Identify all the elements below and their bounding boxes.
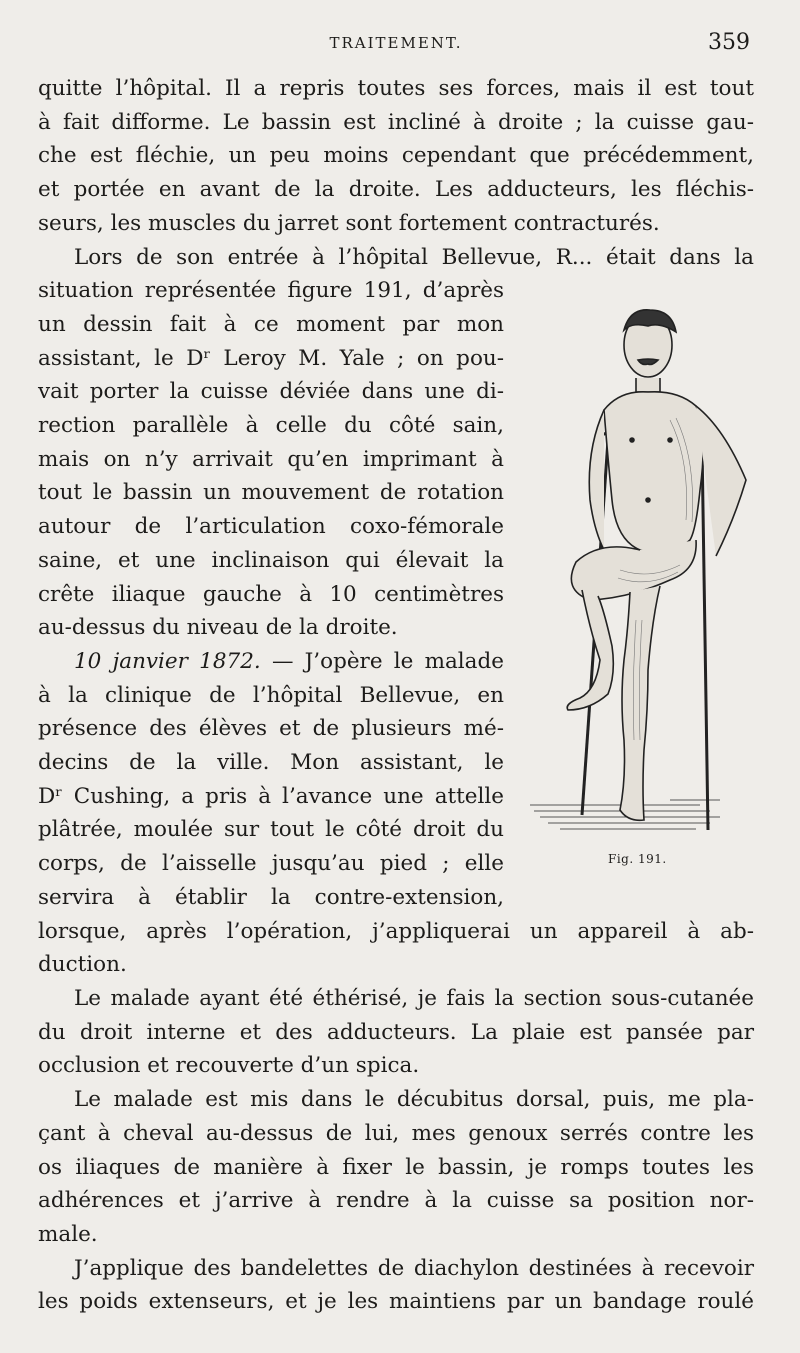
text-line: assistant, le Dʳ Leroy M. Yale ; on pou- [38, 345, 504, 371]
text-line: plâtrée, moulée sur tout le côté droit du [38, 817, 504, 843]
text-line: rection parallèle à celle du côté sain, [38, 413, 504, 439]
figure-body [567, 310, 746, 820]
paragraph-1 [38, 72, 754, 241]
text-line: au-dessus du niveau de la droite. [38, 615, 398, 641]
figure-caption: Fig. 191. [608, 852, 667, 866]
text-line: à la clinique de l’hôpital Bellevue, en [38, 682, 504, 708]
text-line: Dʳ Cushing, a pris à l’avance une attelle [38, 783, 504, 809]
text-line: du droit interne et des adducteurs. La plaie est pansée par [38, 1019, 754, 1045]
text-line: decins de la ville. Mon assistant, le [38, 750, 504, 776]
paragraph-5 [38, 1083, 754, 1252]
page-header [38, 30, 754, 60]
text-line: et portée en avant de la droite. Les adducteurs, les fléchis- [38, 177, 754, 203]
text-line [38, 645, 504, 679]
text-line: saine, et une inclinaison qui élevait la [38, 547, 504, 573]
text-line: corps, de l’aisselle jusqu’au pied ; elle [38, 851, 504, 877]
text-line: présence des élèves et de plusieurs mé- [38, 716, 504, 742]
page-number: 359 [708, 30, 750, 55]
text-line: duction. [38, 952, 127, 978]
text-line: les poids extenseurs, et je les maintiens par un bandage roulé [38, 1289, 754, 1315]
text-line: servira à établir la contre-extension, [38, 884, 504, 910]
text-line: male. [38, 1221, 98, 1247]
paragraph-6 [38, 1252, 754, 1319]
text-line: autour de l’articulation coxo-fémorale [38, 514, 504, 540]
text-line: situation représentée figure 191, d’après [38, 278, 504, 304]
entry-date: 10 janvier 1872. [74, 648, 261, 674]
text-line: Le malade est mis dans le décubitus dorsal, puis, me pla- [74, 1087, 754, 1113]
text-line: à fait difforme. Le bassin est incliné à droite ; la cuisse gau- [38, 109, 754, 135]
text-line: Lors de son entrée à l’hôpital Bellevue, R... était dans la [74, 244, 754, 270]
text-line: crête iliaque gauche à 10 centimètres [38, 581, 504, 607]
text-line: quitte l’hôpital. Il a repris toutes ses forces, mais il est tout [38, 76, 754, 101]
text-line: lorsque, après l’opération, j’appliquerai un appareil à ab- [38, 918, 754, 944]
text-line: os iliaques de manière à fixer le bassin, je romps toutes les [38, 1154, 754, 1180]
text-line: J’applique des bandelettes de diachylon destinées à recevoir [74, 1255, 754, 1281]
text-line: adhérences et j’arrive à rendre à la cuisse sa position nor- [38, 1188, 754, 1214]
text-line: tout le bassin un mouvement de rotation [38, 480, 504, 506]
text-line: che est fléchie, un peu moins cependant que précédemment, [38, 143, 754, 169]
figure-illustration [520, 300, 780, 880]
text-line: vait porter la cuisse déviée dans une di- [38, 379, 504, 405]
text-line: occlusion et recouverte d’un spica. [38, 1053, 420, 1079]
paragraph-4 [38, 982, 754, 1083]
text-line: mais on n’y arrivait qu’en imprimant à [38, 446, 504, 472]
text-line: un dessin fait à ce moment par mon [38, 311, 504, 337]
text-line: çant à cheval au-dessus de lui, mes genoux serrés contre les [38, 1120, 754, 1146]
running-title: TRAITEMENT. [329, 34, 463, 52]
text-line: seurs, les muscles du jarret sont fortement contracturés. [38, 210, 660, 236]
text-line: Le malade ayant été éthérisé, je fais la section sous-cutanée [74, 985, 754, 1011]
text-fragment: — J’opère le malade [260, 648, 504, 674]
